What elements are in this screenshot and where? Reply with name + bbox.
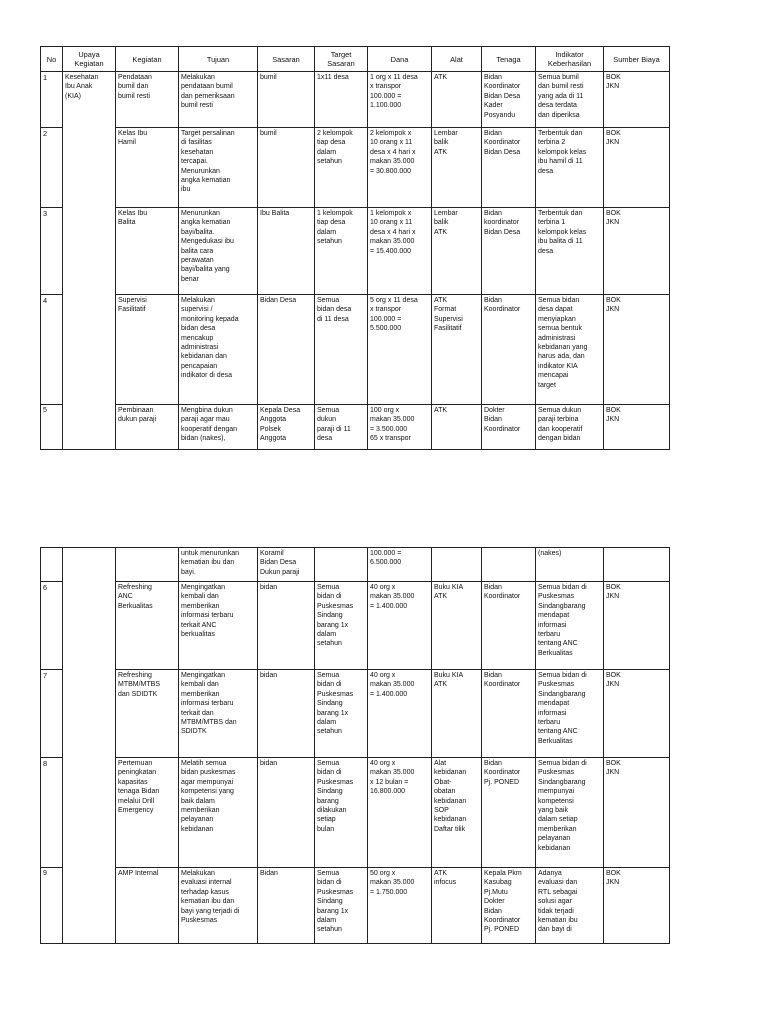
cell-tenaga: Bidan koordinator Bidan Desa	[482, 208, 536, 295]
cell-kegiatan: AMP Internal	[116, 868, 179, 944]
table-row	[41, 405, 670, 450]
cell-sumber: BOK JKN	[604, 295, 670, 405]
cell-sasaran: bidan	[258, 670, 315, 758]
cell-alat	[432, 548, 482, 582]
cell-sasaran: Koramil Bidan Desa Dukun paraji	[258, 548, 315, 582]
cell-target	[315, 548, 368, 582]
cell-no: 6	[41, 582, 63, 670]
cell-dana: 1 kelompok x 10 orang x 11 desa x 4 hari x makan 35.000 = 15.400.000	[368, 208, 432, 295]
cell-target: Semua bidan di Puskesmas Sindang barang 1x dalam setahun	[315, 582, 368, 670]
cell-sasaran: Bidan	[258, 868, 315, 944]
cell-dana: 40 org x makan 35.000 = 1.400.000	[368, 670, 432, 758]
cell-sumber: BOK JKN	[604, 72, 670, 128]
cell-target: 2 kelompok tiap desa dalam setahun	[315, 128, 368, 208]
cell-indikator: Terbentuk dan terbina 2 kelompok kelas ibu hamil di 11 desa	[536, 128, 604, 208]
cell-sumber: BOK JKN	[604, 208, 670, 295]
cell-indikator: Adanya evaluasi dan RTL sebagai solusi agar tidak terjadi kematian ibu dan bayi di	[536, 868, 604, 944]
cell-sasaran: Ibu Balita	[258, 208, 315, 295]
header-target: Target Sasaran	[315, 47, 368, 72]
header-alat: Alat	[432, 47, 482, 72]
cell-indikator: Semua bidan di Puskesmas Sindangbarang mendapat informasi terbaru tentang ANC Berkualitas	[536, 582, 604, 670]
header-sumber: Sumber Biaya	[604, 47, 670, 72]
cell-kegiatan: Pembinaan dukun paraji	[116, 405, 179, 450]
cell-sasaran: bidan	[258, 582, 315, 670]
cell-dana: 100 org x makan 35.000 = 3.500.000 65 x transpor	[368, 405, 432, 450]
header-dana: Dana	[368, 47, 432, 72]
cell-sasaran: bidan	[258, 758, 315, 868]
cell-no: 2	[41, 128, 63, 208]
table-row	[41, 670, 670, 758]
table-row-continuation	[41, 548, 670, 582]
cell-kegiatan: Kelas Ibu Hamil	[116, 128, 179, 208]
cell-sumber	[604, 548, 670, 582]
header-kegiatan: Kegiatan	[116, 47, 179, 72]
cell-no: 4	[41, 295, 63, 405]
cell-sasaran: bumil	[258, 72, 315, 128]
cell-target: Semua bidan di Puskesmas Sindang barang 1x dalam setahun	[315, 670, 368, 758]
cell-alat: Buku KIA ATK	[432, 670, 482, 758]
cell-tujuan: Target persalinan di fasilitas kesehatan tercapai. Menurunkan angka kematian ibu	[179, 128, 258, 208]
cell-alat: ATK	[432, 405, 482, 450]
activity-table-page-2	[40, 547, 670, 944]
cell-kegiatan: Pendataan bumil dan bumil resti	[116, 72, 179, 128]
cell-sumber: BOK JKN	[604, 128, 670, 208]
header-indikator: Indikator Keberhasilan	[536, 47, 604, 72]
header-no: No	[41, 47, 63, 72]
cell-alat: ATK infocus	[432, 868, 482, 944]
cell-sumber: BOK JKN	[604, 868, 670, 944]
cell-sumber: BOK JKN	[604, 405, 670, 450]
cell-target: 1 kelompok tiap desa dalam setahun	[315, 208, 368, 295]
cell-no	[41, 548, 63, 582]
cell-alat: ATK	[432, 72, 482, 128]
table-row	[41, 582, 670, 670]
cell-dana: 40 org x makan 35.000 = 1.400.000	[368, 582, 432, 670]
cell-no: 3	[41, 208, 63, 295]
cell-upaya: Kesehatan Ibu Anak (KIA)	[63, 72, 116, 450]
header-upaya: Upaya Kegiatan	[63, 47, 116, 72]
cell-kegiatan: Supervisi Fasilitatif	[116, 295, 179, 405]
cell-alat: Lembar balik ATK	[432, 208, 482, 295]
cell-indikator: Semua bidan desa dapat menyiapkan semua bentuk administrasi kebidanan yang harus ada, dan indikator KIA mencapai target	[536, 295, 604, 405]
cell-kegiatan: Refreshing ANC Berkualitas	[116, 582, 179, 670]
table-row	[41, 868, 670, 944]
cell-tenaga: Bidan Koordinator Pj. PONED	[482, 758, 536, 868]
cell-sumber: BOK JKN	[604, 758, 670, 868]
cell-kegiatan: Pertemuan peningkatan kapasitas tenaga Bidan melalui Drill Emergency	[116, 758, 179, 868]
cell-tujuan: Mengbina dukun paraji agar mau kooperatif dengan bidan (nakes),	[179, 405, 258, 450]
cell-no: 1	[41, 72, 63, 128]
cell-tenaga: Dokter Bidan Koordinator	[482, 405, 536, 450]
cell-target: Semua bidan di Puskesmas Sindang barang dilakukan setiap bulan	[315, 758, 368, 868]
cell-tujuan: Melakukan pendataan bumil dan pemeriksaan bumil resti	[179, 72, 258, 128]
cell-target: Semua dukun paraji di 11 desa	[315, 405, 368, 450]
cell-tenaga: Bidan Koordinator Bidan Desa	[482, 128, 536, 208]
cell-alat: Buku KIA ATK	[432, 582, 482, 670]
cell-indikator: (nakes)	[536, 548, 604, 582]
cell-dana: 50 org x makan 35.000 = 1.750.000	[368, 868, 432, 944]
cell-alat: Lembar balik ATK	[432, 128, 482, 208]
table-row	[41, 758, 670, 868]
cell-tenaga: Bidan Koordinator Bidan Desa Kader Posyandu	[482, 72, 536, 128]
cell-indikator: Semua dukun paraji terbina dan kooperatif dengan bidan	[536, 405, 604, 450]
cell-no: 5	[41, 405, 63, 450]
cell-indikator: Semua bumil dan bumil resti yang ada di 11 desa terdata dan diperiksa	[536, 72, 604, 128]
cell-sumber: BOK JKN	[604, 670, 670, 758]
cell-tujuan: Mengingatkan kembali dan memberikan informasi terbaru terkait dan MTBM/MTBS dan SDIDTK	[179, 670, 258, 758]
cell-tujuan: Melatih semua bidan puskesmas agar mempunyai kompetensi yang baik dalam memberikan pelayanan kebidanan	[179, 758, 258, 868]
cell-no: 8	[41, 758, 63, 868]
cell-tenaga: Bidan Koordinator	[482, 670, 536, 758]
cell-tenaga: Kepala Pkm Kasubag Pj.Mutu Dokter Bidan Koordinator Pj. PONED	[482, 868, 536, 944]
cell-tenaga: Bidan Koordinator	[482, 582, 536, 670]
cell-alat: Alat kebidanan Obat- obatan kebidanan SOP kebidanan Daftar tilik	[432, 758, 482, 868]
cell-dana: 1 org x 11 desa x transpor 100.000 = 1.100.000	[368, 72, 432, 128]
table-row	[41, 128, 670, 208]
header-sasaran: Sasaran	[258, 47, 315, 72]
cell-tenaga	[482, 548, 536, 582]
cell-sasaran: Kepala Desa Anggota Polsek Anggota	[258, 405, 315, 450]
cell-target: Semua bidan desa di 11 desa	[315, 295, 368, 405]
cell-kegiatan	[116, 548, 179, 582]
cell-sasaran: Bidan Desa	[258, 295, 315, 405]
cell-tujuan: Melakukan supervisi / monitoring kepada bidan desa mencakup administrasi kebidanan dan pencapaian indikator di desa	[179, 295, 258, 405]
cell-kegiatan: Kelas Ibu Balita	[116, 208, 179, 295]
cell-no: 9	[41, 868, 63, 944]
cell-tenaga: Bidan Koordinator	[482, 295, 536, 405]
cell-target: 1x11 desa	[315, 72, 368, 128]
table-row	[41, 208, 670, 295]
cell-indikator: Semua bidan di Puskesmas Sindangbarang mendapat informasi terbaru tentang ANC Berkualitas	[536, 670, 604, 758]
cell-indikator: Semua bidan di Puskesmas Sindangbarang mempunyai kompetensi yang baik dalam setiap memberikan pelayanan kebidanan	[536, 758, 604, 868]
cell-sumber: BOK JKN	[604, 582, 670, 670]
cell-target: Semua bidan di Puskesmas Sindang barang 1x dalam setahun	[315, 868, 368, 944]
cell-sasaran: bumil	[258, 128, 315, 208]
cell-no: 7	[41, 670, 63, 758]
cell-kegiatan: Refreshing MTBM/MTBS dan SDIDTK	[116, 670, 179, 758]
table-row	[41, 72, 670, 128]
cell-tujuan: Melakukan evaluasi internal terhadap kasus kematian ibu dan bayi yang terjadi di Puskesmas	[179, 868, 258, 944]
cell-dana: 100.000 = 6.500.000	[368, 548, 432, 582]
cell-alat: ATK Format Supervisi Fasilitatif	[432, 295, 482, 405]
header-tenaga: Tenaga	[482, 47, 536, 72]
header-row	[41, 47, 670, 72]
cell-upaya	[63, 548, 116, 944]
cell-indikator: Terbentuk dan terbina 1 kelompok kelas ibu balita di 11 desa	[536, 208, 604, 295]
cell-dana: 40 org x makan 35.000 x 12 bulan = 16.800.000	[368, 758, 432, 868]
activity-table-page-1	[40, 46, 670, 450]
cell-dana: 5 org x 11 desa x transpor 100.000 = 5.500.000	[368, 295, 432, 405]
table-row	[41, 295, 670, 405]
cell-dana: 2 kelompok x 10 orang x 11 desa x 4 hari x makan 35.000 = 30.800.000	[368, 128, 432, 208]
cell-tujuan: untuk menurunkan kematian ibu dan bayi.	[179, 548, 258, 582]
header-tujuan: Tujuan	[179, 47, 258, 72]
cell-tujuan: Mengingatkan kembali dan memberikan informasi terbaru terkait ANC berkualitas	[179, 582, 258, 670]
cell-tujuan: Menurunkan angka kematian bayi/balita. Mengedukasi ibu balita cara perawatan bayi/balita yang benar	[179, 208, 258, 295]
